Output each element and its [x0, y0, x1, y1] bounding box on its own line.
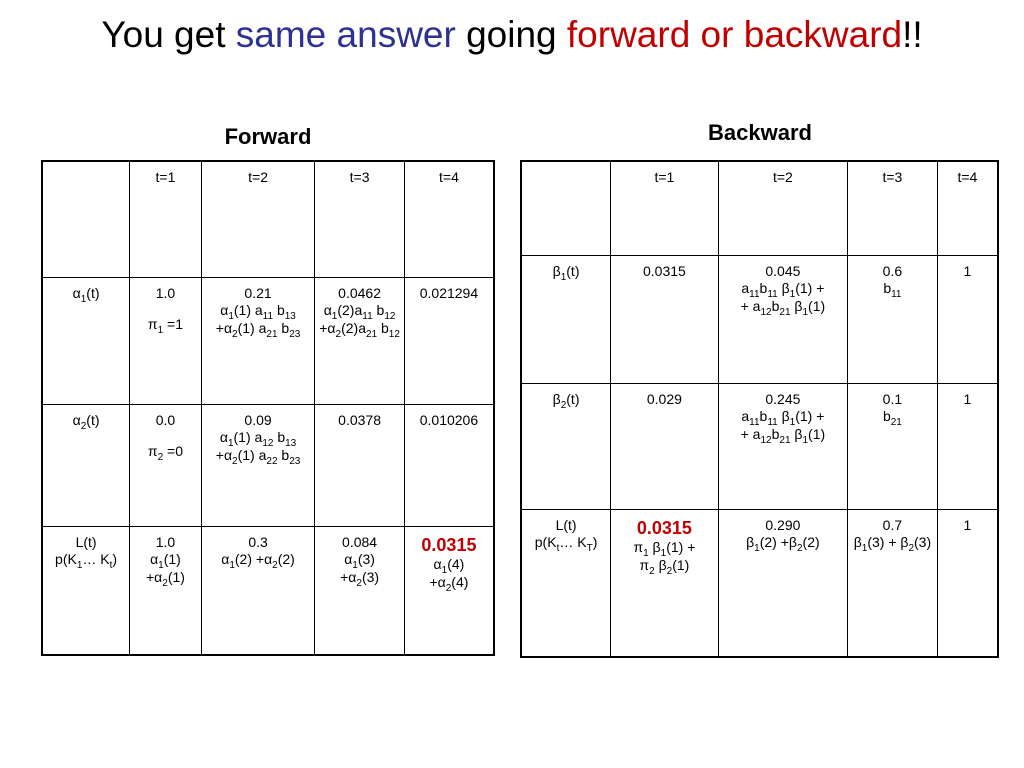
column-header: t=3 — [848, 161, 938, 255]
column-header: t=1 — [611, 161, 719, 255]
row-label: L(t) $p(K_t\dots$ $K_T$) — [521, 509, 611, 657]
table-cell: 0.21 $\alpha_1(1)$ $a_{11}$ $b_{13}$ $+\alpha_2(1)$ $a_{21}$ $b_{23}$ — [201, 277, 314, 404]
slide-title — [0, 14, 1024, 56]
row-label: $\alpha_1(t)$ — [42, 277, 130, 404]
table-cell: 1.0 $\alpha_1(1)$ $+\alpha_2(1)$ — [130, 526, 202, 655]
title-highlight-blue: same answer — [235, 14, 456, 55]
row-label: L(t) $p(K_1\dots$ $K_t$) — [42, 526, 130, 655]
table-row — [521, 255, 998, 383]
table-cell: 1 — [937, 509, 998, 657]
backward-table — [520, 160, 999, 658]
row-label: $\alpha_2(t)$ — [42, 404, 130, 526]
highlighted-value: 0.0315 — [421, 534, 477, 555]
column-header: t=3 — [315, 161, 405, 277]
table-cell: 0.7 $\beta_1(3) + \beta_2(3)$ — [848, 509, 938, 657]
column-header: t=2 — [201, 161, 314, 277]
table-cell: 0.245 $a_{11}b_{11}$ $\beta_1(1)$ + + $a_{12}b_{21}$ $\beta_1(1)$ — [718, 383, 847, 509]
table-cell: 0.0462 $\alpha_1(2)a_{11}$ $b_{12}$ $+\alpha_2(2)a_{21}$ $b_{12}$ — [315, 277, 405, 404]
column-header: t=4 — [404, 161, 494, 277]
table-cell: 1.0 $\pi_1 =1$ — [130, 277, 202, 404]
table-cell: 0.1 $b_{21}$ — [848, 383, 938, 509]
column-header: t=1 — [130, 161, 202, 277]
table-row — [521, 383, 998, 509]
title-part: You get — [101, 14, 236, 55]
title-highlight-red: forward or backward — [566, 14, 903, 55]
table-row — [42, 404, 494, 526]
table-row — [521, 509, 998, 657]
corner-cell — [42, 161, 130, 277]
row-label: $\beta_2(t)$ — [521, 383, 611, 509]
table-cell: 0.0315 $\pi_1$ $\beta_1(1)$ + $\pi_2$ $\beta_2(1)$ — [611, 509, 719, 657]
table-cell: 0.084 $\alpha_1(3)$ $+\alpha_2(3)$ — [315, 526, 405, 655]
table-cell: 0.6 $b_{11}$ — [848, 255, 938, 383]
corner-cell — [521, 161, 611, 255]
header-row — [42, 161, 494, 277]
table-row — [42, 277, 494, 404]
title-part: !! — [902, 14, 923, 55]
table-cell: 0.290 $\beta_1(2) +\beta_2(2)$ — [718, 509, 847, 657]
column-header: t=4 — [937, 161, 998, 255]
table-cell: 0.021294 — [404, 277, 494, 404]
table-cell: 0.0315 $\alpha_1(4)$ $+\alpha_2(4)$ — [404, 526, 494, 655]
table-cell: 1 — [937, 255, 998, 383]
header-row — [521, 161, 998, 255]
table-cell: 0.0378 — [315, 404, 405, 526]
table-cell: 0.045 $a_{11}b_{11}$ $\beta_1(1)$ + + $a_{12}b_{21}$ $\beta_1(1)$ — [718, 255, 847, 383]
forward-heading: Forward — [224, 124, 312, 149]
table-cell: 0.010206 — [404, 404, 494, 526]
table-row — [42, 526, 494, 655]
backward-heading: Backward — [708, 120, 812, 145]
table-cell: 0.0315 — [611, 255, 719, 383]
column-header: t=2 — [718, 161, 847, 255]
highlighted-value: 0.0315 — [636, 517, 692, 538]
table-cell: 0.09 $\alpha_1(1)$ $a_{12}$ $b_{13}$ $+\alpha_2(1)$ $a_{22}$ $b_{23}$ — [201, 404, 314, 526]
table-cell: 1 — [937, 383, 998, 509]
table-cell: 0.029 — [611, 383, 719, 509]
forward-table — [41, 160, 495, 656]
table-cell: 0.0 $\pi_2 =0$ — [130, 404, 202, 526]
row-label: $\beta_1(t)$ — [521, 255, 611, 383]
table-cell: 0.3 $\alpha_1(2) +\alpha_2(2)$ — [201, 526, 314, 655]
title-part: going — [455, 14, 567, 55]
